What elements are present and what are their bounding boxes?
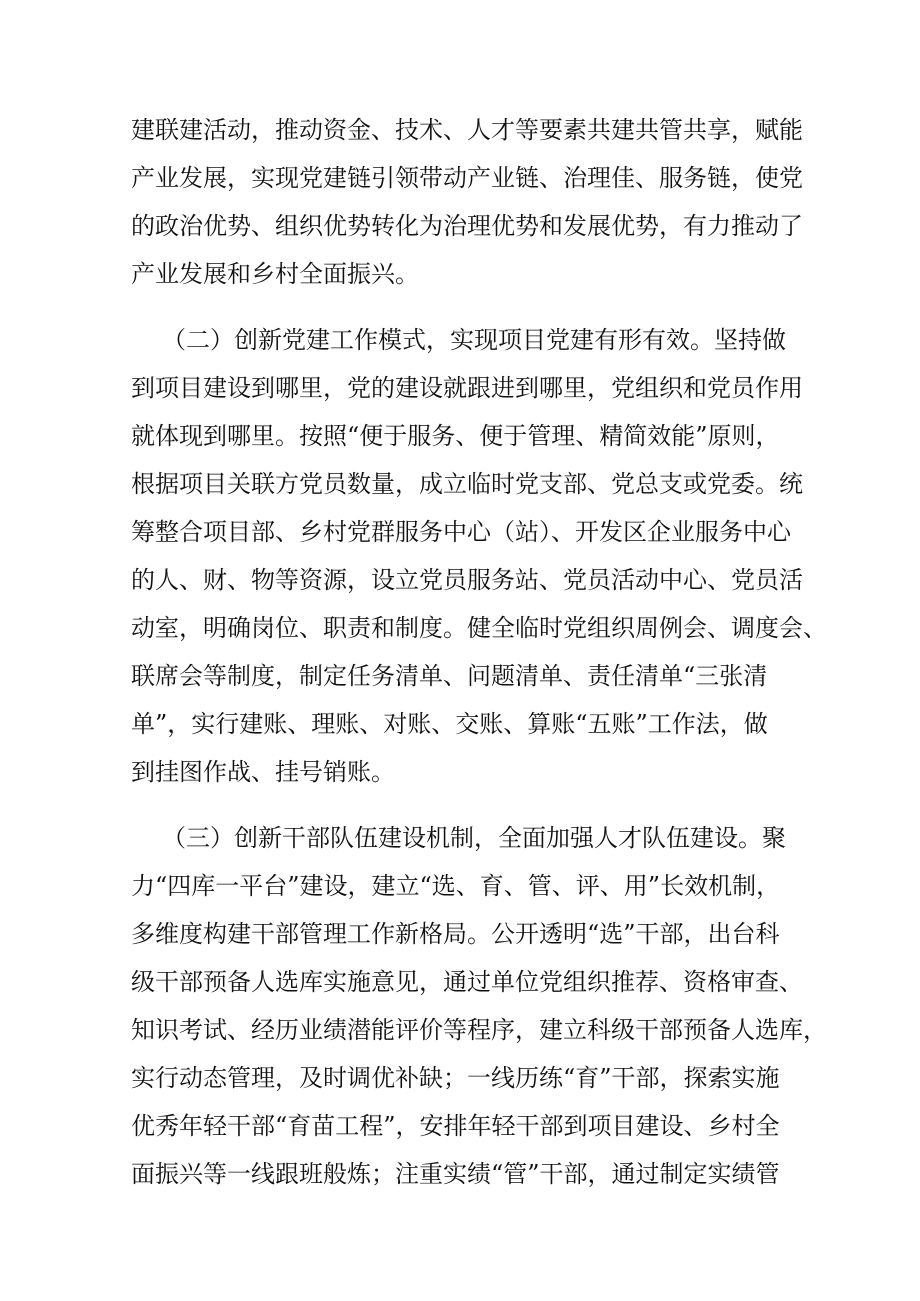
paragraph-3-line-2: 力“四库一平台”建设，建立“选、育、管、评、用”长效机制， bbox=[131, 872, 781, 900]
paragraph-2-line-7: 动室，明确岗位、职责和制度。健全临时党组织周例会、调度会、 bbox=[131, 614, 827, 642]
paragraph-3-line-6: 实行动态管理，及时调优补缺；一线历练“育”干部，探索实施 bbox=[131, 1064, 780, 1092]
paragraph-2-line-10: 到挂图作战、挂号销账。 bbox=[131, 758, 395, 786]
paragraph-2-line-9: 单”，实行建账、理账、对账、交账、算账“五账”工作法，做 bbox=[131, 710, 768, 738]
paragraph-2-line-8: 联席会等制度，制定任务清单、问题清单、责任清单“三张清 bbox=[131, 662, 768, 690]
paragraph-3-line-5: 知识考试、经历业绩潜能评价等程序，建立科级干部预备人选库， bbox=[131, 1016, 827, 1044]
paragraph-1-line-4: 产业发展和乡村全面振兴。 bbox=[131, 260, 419, 288]
paragraph-3-line-4: 级干部预备人选库实施意见，通过单位党组织推荐、资格审查、 bbox=[131, 968, 803, 996]
paragraph-2-line-3: 就体现到哪里。按照“便于服务、便于管理、精简效能”原则， bbox=[131, 422, 780, 450]
paragraph-2-line-1: （二）创新党建工作模式，实现项目党建有形有效。坚持做 bbox=[162, 326, 786, 354]
paragraph-2-line-5: 筹整合项目部、乡村党群服务中心（站）、开发区企业服务中心 bbox=[131, 518, 791, 546]
paragraph-1-line-2: 产业发展，实现党建链引领带动产业链、治理佳、服务链，使党 bbox=[131, 164, 803, 192]
paragraph-2-line-4: 根据项目关联方党员数量，成立临时党支部、党总支或党委。统 bbox=[131, 470, 803, 498]
paragraph-3-line-7: 优秀年轻干部“育苗工程”，安排年轻干部到项目建设、乡村全 bbox=[131, 1112, 780, 1140]
paragraph-3-line-1: （三）创新干部队伍建设机制，全面加强人才队伍建设。聚 bbox=[162, 824, 786, 852]
paragraph-2-line-2: 到项目建设到哪里，党的建设就跟进到哪里，党组织和党员作用 bbox=[131, 374, 803, 402]
paragraph-3-line-3: 多维度构建干部管理工作新格局。公开透明“选”干部，出台科 bbox=[131, 920, 780, 948]
paragraph-3-line-8: 面振兴等一线跟班般炼；注重实绩“管”干部，通过制定实绩管 bbox=[131, 1160, 780, 1188]
paragraph-1-line-3: 的政治优势、组织优势转化为治理优势和发展优势，有力推动了 bbox=[131, 212, 803, 240]
paragraph-1-line-1: 建联建活动，推动资金、技术、人才等要素共建共管共享，赋能 bbox=[131, 116, 803, 144]
paragraph-2-line-6: 的人、财、物等资源，设立党员服务站、党员活动中心、党员活 bbox=[131, 566, 803, 594]
